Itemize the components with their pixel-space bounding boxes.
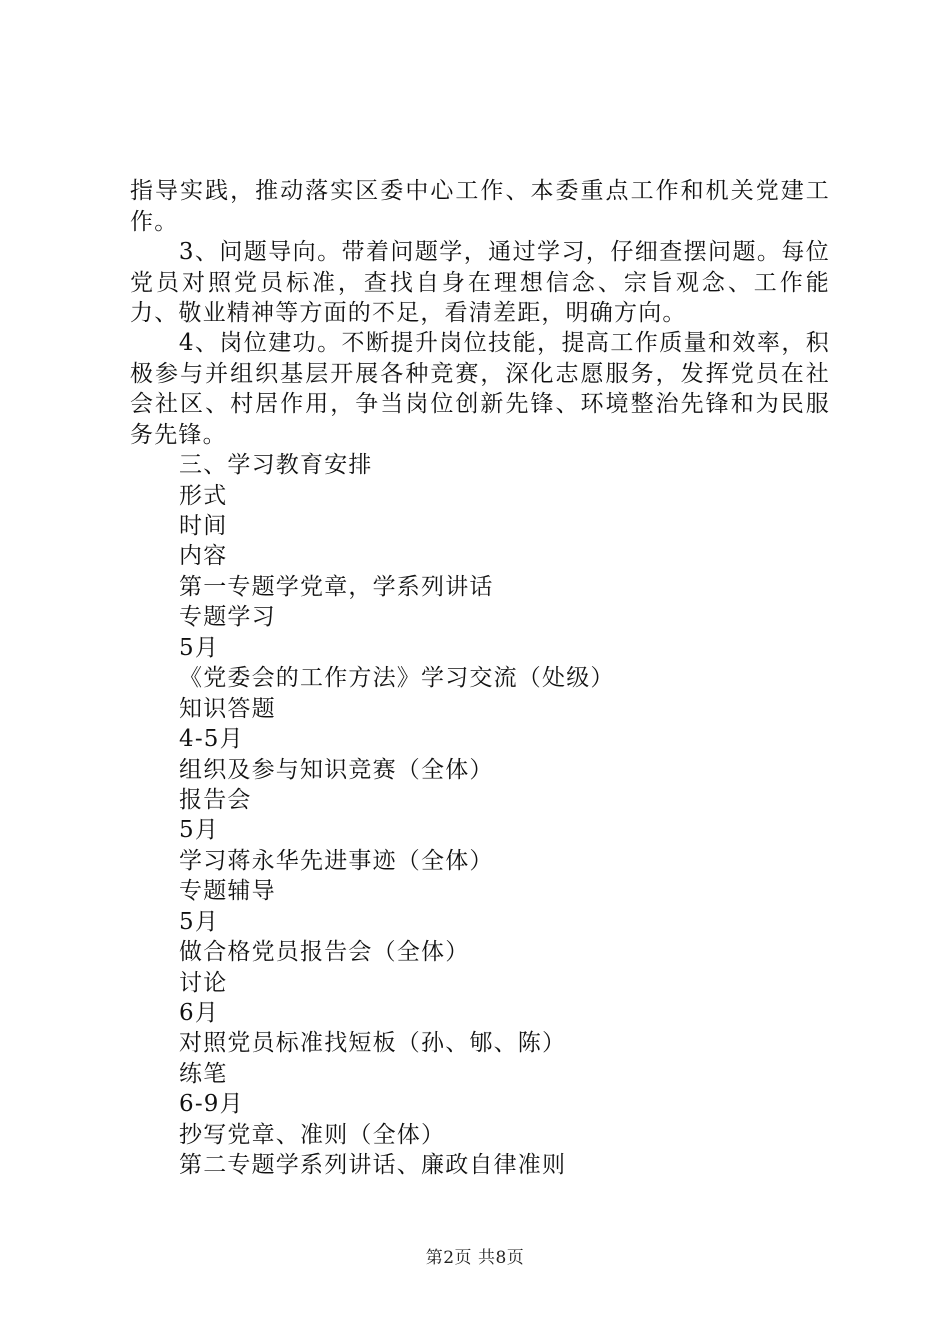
table-header-time: 时间: [179, 513, 228, 539]
table-cell: 报告会: [179, 787, 252, 813]
table-cell: 4-5月: [179, 726, 244, 752]
table-cell: 5月: [179, 635, 220, 661]
topic-two-heading: 第二专题学系列讲话、廉政自律准则: [179, 1152, 567, 1178]
table-cell: 专题学习: [179, 604, 276, 630]
table-cell: 6-9月: [179, 1091, 244, 1117]
table-cell: 《党委会的工作方法》学习交流（处级）: [179, 665, 615, 691]
table-cell: 对照党员标准找短板（孙、郇、陈）: [179, 1030, 567, 1056]
paragraph-1: 指导实践，推动落实区委中心工作、本委重点工作和机关党建工作。: [130, 178, 830, 235]
table-cell: 5月: [179, 817, 220, 843]
table-header-form: 形式: [179, 483, 228, 509]
table-header-content: 内容: [179, 543, 228, 569]
section-heading: 三、学习教育安排: [179, 452, 373, 478]
table-cell: 组织及参与知识竞赛（全体）: [179, 757, 494, 783]
topic-one-heading: 第一专题学党章，学系列讲话: [179, 574, 494, 600]
table-cell: 专题辅导: [179, 878, 276, 904]
table-cell: 讨论: [179, 970, 228, 996]
table-cell: 学习蒋永华先进事迹（全体）: [179, 848, 494, 874]
paragraph-3: 4、岗位建功。不断提升岗位技能，提高工作质量和效率，积极参与并组织基层开展各种竞赛，深化志愿服务，发挥党员在社会社区、村居作用，争当岗位创新先锋、环境整治先锋和为民服务先锋。: [130, 330, 830, 448]
page-footer: 第2页 共8页: [425, 1248, 525, 1268]
table-cell: 练笔: [179, 1061, 228, 1087]
table-cell: 做合格党员报告会（全体）: [179, 939, 470, 965]
table-cell: 6月: [179, 1000, 220, 1026]
table-cell: 知识答题: [179, 696, 276, 722]
table-cell: 抄写党章、准则（全体）: [179, 1122, 446, 1148]
table-cell: 5月: [179, 909, 220, 935]
paragraph-2: 3、问题导向。带着问题学，通过学习，仔细查摆问题。每位党员对照党员标准，查找自身在理想信念、宗旨观念、工作能力、敬业精神等方面的不足，看清差距，明确方向。: [130, 239, 830, 326]
